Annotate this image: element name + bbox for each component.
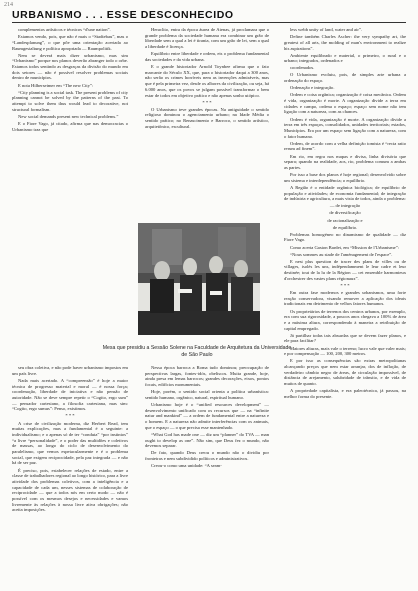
paragraph: E nota Hilberseimer em “The new City”: xyxy=(18,82,94,88)
paragraph: Hoje, porém, o sentido social orienta a política urbanística: sentido humano, orgânico, natural, espiritual humano. xyxy=(145,389,269,400)
paragraph: Por isso a base dos planos é hoje regional; desenvolvido sobre um sistema e interdependência; o equilíbrio. xyxy=(284,172,406,183)
paragraph: E por isso as consequências são extras metropolitanas alcançando preços que nem estar arranjar, dos de inflação, de verdadeiro câmbio negro de áreas, de circulação impossível, de distância de arejamento, salubridade de trânsito, e de vida de muitos de quanto. xyxy=(284,358,406,387)
paragraph: Define também Charles Ascher: the very sympathy art, the greatest of all arts, the molding of man's environment to realize his aspirations”. xyxy=(284,34,406,51)
paragraph: New social demands present new technical problems.” xyxy=(18,113,119,119)
photo-caption: Mesa que presidiu a Sessão Solene na Faculdade de Arquitetura da Universidade de São Paulo xyxy=(102,345,292,358)
paragraph: Nessa época barroca a Roma tudo dominou; preocupação de perspectivas largas, fontes-idós, obeliscos. Muita grande, hoje, ainda presa em lemas barrocos; grandes decorações, eixos, pontos focais, edifícios monumentais. xyxy=(145,365,269,388)
paragraph: Creou-o como uma unidade: “A seam- xyxy=(151,463,222,469)
event-photograph xyxy=(138,223,260,335)
paragraph: A Região é o entidade orgânica biológica; de equilíbrio de população e atividades; de economia fundamental; de integração de indústria e agricultura, a mais vista de todos, ainda o problema: xyxy=(284,184,406,202)
header-rule xyxy=(12,22,406,23)
paragraph: seu obra coletiva, e não pode haver urbanismo impostos em um país livre. xyxy=(12,365,128,376)
paragraph: complementos artísticos e técnicos “d'une nation”. xyxy=(18,27,111,32)
paragraph: coordenados. xyxy=(290,65,315,71)
paragraph: O Urbanismo teve grandes épocas. Na antiguidade o sentido religioso dominou o agenciamento urbano; na Idade Média o sentido prático; no Renascimento e Barroco, o sentido artístico, arquitetônico, escultural. xyxy=(145,106,269,129)
column-1-top xyxy=(12,27,128,225)
paragraph: Ordem é vida, organização é morte. A organização divide a terra em três espaços, consolidados, unidades territoriais; estados, Municípios. Era por um espaço sem ligação com a natureza, com o fator humano. xyxy=(284,116,406,139)
paragraph: Como acerta Gaston Bardet, em “Mission de l'Urbanisme”: xyxy=(290,244,400,250)
paragraph: Em outra fase modernos e grandes urbanismos, uma forte reação conservadora, visando remover a aplicação dos ideais tradicionais em detrimento de velhos fatores humanos. xyxy=(284,290,406,307)
paragraph: Heraclito, entra da época áurea de Atenas, já proclamara que o grande problema da sociedade humana era combinar um grão de liberdade sem a qual a lei é tirania, com um grão de lei, sem a qual a liberdade é licença. xyxy=(145,27,269,50)
paragraph: Maiores alturas, mais vale o terreno; lucro vale que valer mais; e por compensação — 100, 200, 300 metros. xyxy=(284,345,406,357)
paragraph: E o Fiore Vago, já citado, afirma que nas democracias o Urbanismo traz que xyxy=(12,120,128,132)
column-1-bottom xyxy=(12,365,128,585)
paragraph: Ordem, de acordo com a velha definição tomista é “recta ratio rerum ad finem”. xyxy=(284,140,406,152)
paragraph: “What God has made one — diz um “planner” do TVA — man ought to develop as one”. Não sim, que Deus fez o mundo, não devemos separar. xyxy=(145,431,269,449)
paragraph: Nem se deverá mais dizer urbanismo, mas sim “Orbanismo” porque nos planos deverão abranger todo o orbe. Estamos todos sentindo as desgraças da divisão do mundo em dois setores — não é possível resolver problemas sociais dentro de municípios. xyxy=(12,52,128,81)
paragraph: de diversificação xyxy=(329,210,361,216)
paragraph: A crise de civilização moderna, diz Herbert Read, tem muitas explicações, mas a fundamental é a seguinte: a individualismo; e o apenas só de ter “conduta” “por instintos” “a livre “personalidade”, e o poder das multidões e coletivos de massas, ao longo do ciclo de desenvolvimento do paralelismo, que vemos espetacularmente e é o problema social, que exigem reciprocidade, pela paz integrada — e não há de ser paz. xyxy=(12,420,128,466)
paragraph: De fato, quando Deus creou o mundo não o dividiu por fronteiras e nem subdividido políticos e administrativos. xyxy=(145,450,269,462)
paragraph: less webb unity of land, water and air”. xyxy=(290,27,363,32)
photograph-image xyxy=(138,223,260,335)
column-3 xyxy=(284,27,406,585)
column-2-top xyxy=(145,27,269,223)
page-number: 214 xyxy=(4,2,13,8)
paragraph: de equilíbrio. xyxy=(332,224,358,230)
paragraph: A propriedade capitalista, e era paleotécnica, já passou, na melhor forma do presente. xyxy=(284,388,406,399)
paragraph: Nada mais acertado. A “compreensão” é hoje a maior técnica de progresso material e moral — é nossa força; coordenação, liberdade de iniciativa e não pensão de autoridade. Não se deve sempre repetir o “Cogito, ergo sum” — pensador cartesiano, a filosofia cartesiana, mas sim: “Cogito, ergo sumus”: Penso, existimos. xyxy=(12,377,128,412)
paragraph: Problemas homogéneo no dinamismo de qualidade — diz Fiore Vago. xyxy=(284,231,406,243)
paragraph: * * * xyxy=(65,413,75,419)
paragraph: “City planning is a social task. The present problems of city planning cannot be solved by the patterns of the past. To attempt to solve them thus would lead to decorative, not structural formalism. xyxy=(12,89,128,112)
paragraph: E nest plus question de tracer des plans de villes ou de villages, isolés les uns, indépendamment le leur cadre et leur destinée; tout de la lu de la Région — cet ensemble harmonieux d'orchestrer des vastes plans régionaux”. xyxy=(284,258,406,281)
paragraph: — de integração xyxy=(329,203,361,209)
paragraph: Estamos vendo, pois, que não é mais o “Stadtebau”, mas o “Landesplanung”, o que põe uma orientação acertada ao Raumgestaltung e política apropriada — Raumpolitik. xyxy=(12,34,128,51)
paragraph: Ordem e coisa orgânica; organização é coisa mecânica. Ordem é vida, organização é morte. A organização divide a terra em cidades e campo, ordena o espaço; espaço sem nome não tem ligação com a natureza, com as chances. xyxy=(284,92,406,115)
paragraph: Urbanismo hoje é o “unified resources development” — desenvolvimento unificado com os recursos que — na “infinite natur and mankind” — a ordem de fundamental entre a natureza e o homem. E a natureza não admite interferências com os animais, que o espaço — o que precisa esse mantenhado. xyxy=(145,402,269,430)
paragraph: Ambiente equilibrado e material, o primeiro, o rural e o urbano; integrados, ordenados e xyxy=(284,52,406,64)
paragraph: de racionalização e xyxy=(327,217,363,223)
paragraph: Já partilhar todas tais absurdas que se devem fazer planos, e ele para facilitar? xyxy=(284,332,406,344)
paragraph: Equilíbrio entre liberdade e ordem, eis o problema fundamental das sociedades e da vida urbana. xyxy=(145,51,269,62)
paragraph: Os proprietários de terrenos dos centros urbanos, por exemplo, era com sua rigorosidade, a poucos anos chegava a 100% de área e a máxima altura, correspondendo à maneira a retribuição de capital empregado. xyxy=(284,308,406,331)
paragraph: “Nous sommes au stade de l'aménagement de l'espace”. xyxy=(290,251,393,257)
paragraph: Em rio, em regra nos mapas e divisa, linha divisória que separa; quando na realidade, aos, rio, problema comum a ambas as partes. xyxy=(284,153,406,170)
column-2-bottom xyxy=(145,365,269,585)
paragraph: * * * xyxy=(202,99,212,105)
paragraph: O Urbanismo evoluiu, pois, de simples arte urbana a ordenação do espaço. xyxy=(284,72,406,84)
paragraph: Ordenação e integração. xyxy=(290,85,335,91)
paragraph: * * * xyxy=(340,282,350,288)
running-header: URBANISMO . . . ESSE DESCONHECIDO xyxy=(12,9,234,21)
paragraph: É preciso, pois, estabelecer relações de estado, entre a classe de trabalhadores regional ao longo histórico, para a livre atividade dos problemas coletivos, com a inteligência e a capacidade de cada um, nesses sistemas de colaboração de reciprocidade — que a todos nós em certo modo — não é possível com os mesmos desejos e necessidades e vamos livremente às relações à nossa livre ativa obrigações; não aceita imposições. xyxy=(12,467,128,513)
paragraph: E o grande historiador Arnold Toynbee afirma que o fato marcante do Século XX, que, para o historiador daqui a 300 anos, não serão os crimes horríveis nem as invenções admiráveis, mas que é pela primeira vez, desde os albores da civilização, ou seja, há 6.000 anos, que os povos se julgam possível transformar o bem estar de todos em objetivo prático e não apenas sonho utópico. xyxy=(145,64,269,98)
